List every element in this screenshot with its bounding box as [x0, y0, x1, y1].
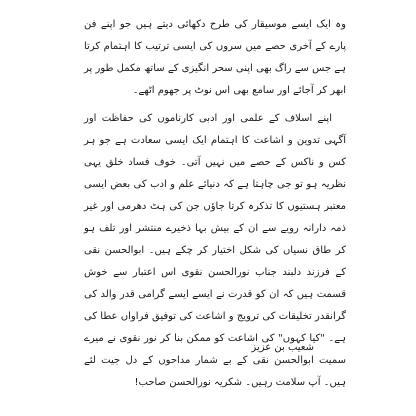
- paragraph-2: اپنے اسلاف کے علمی اور ادبی کارناموں کی حفاظت اور آگہی تدوین و اشاعت کا اہتمام ایک ایسی سعادت ہے جو ہر کس و ناکس کے حصے میں نہیں آتی۔ خوف فساد خلق یہی نظریہ ہو تو جی چاہتا ہے کہ دنیائے علم و ادب کی بعض ایسی معتبر ہستیوں کا تذکرہ کرتا جاؤں جن کی ہٹ دھرمی اور غیر ذمہ دارانہ رویے سے ان کے بیش بہا ذخیرے منتشر اور تلف ہو کر طاق نسیاں کی شکل اختیار کر چکے ہیں۔ ابوالحسن نقی کے فرزند دلبند جناب نورالحسن نقوی اس اعتبار سے خوش قسمت ہیں کہ ان کو قدرت نے ایسے ایسے گرامی قدر والد کی گرانقدر تخلیقات کی ترویج و اشاعت کی توفیق فراواں عطا کی ہے۔ "کیا کہوں" کی اشاعت کو ممکن بنا کر نور نقوی نے میرے سمیت ابوالحسن نقی کے بے شمار مداحوں کے دل جیت لئے ہیں۔ آپ سلامت رہیں۔ شکریہ نورالحسن صاحب!: [84, 113, 346, 388]
- author-signature: شعیب بن عزیز: [251, 342, 314, 353]
- paragraph-1: وہ ایک ایسے موسیقار کی طرح دکھائی دیتے ہیں جو اپنے فن پارے کے آخری حصے میں سروں کی ایسی ترتیب کا اہتمام کرتا ہے جس سے راگ بھی اپنی سحر انگیزی کے ساتھ مکمل طور پر ابھر کر آجائے اور سامع بھی اس نوٹ پر جھوم اٹھے۔: [84, 19, 346, 96]
